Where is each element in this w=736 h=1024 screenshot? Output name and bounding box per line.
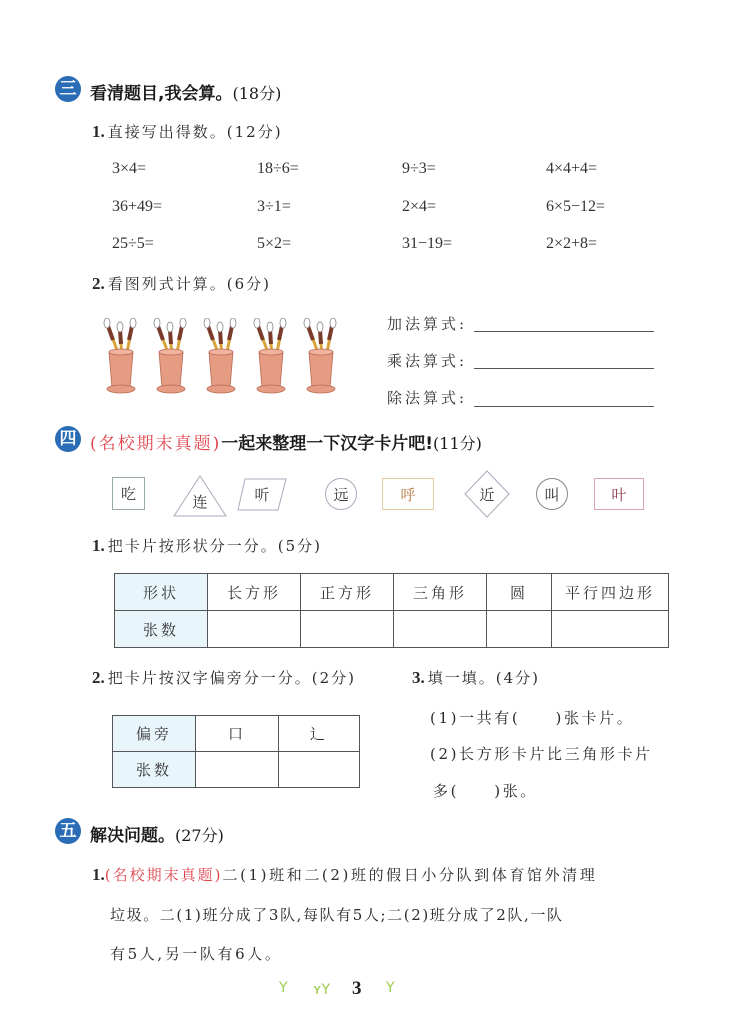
answer-cell[interactable] <box>301 611 394 648</box>
card-circle: 远 <box>325 478 357 510</box>
table-header: 平行四边形 <box>552 574 669 611</box>
brush-pots-illustration <box>100 318 360 396</box>
table-header: 三角形 <box>394 574 487 611</box>
question-4-2: 2. 把卡片按汉字偏旁分一分。(2分) <box>92 668 356 687</box>
equation: 4×4+4= <box>546 160 598 177</box>
answer-cell[interactable] <box>196 752 279 788</box>
division-formula-label: 除法算式: <box>387 389 468 407</box>
card-circle-2: 叫 <box>536 478 568 510</box>
fill-item-2: (2)长方形卡片比三角形卡片 <box>430 745 653 763</box>
section-title-3: 看清题目,我会算。(18分) <box>90 84 282 104</box>
sprout-icon: Y <box>279 980 288 996</box>
equation: 2×2+8= <box>546 235 598 252</box>
addition-answer-line[interactable] <box>474 331 654 332</box>
equation: 25÷5= <box>112 235 154 252</box>
equation: 2×4= <box>402 198 437 215</box>
section-badge-4: 四 <box>55 426 81 452</box>
multiplication-formula-label: 乘法算式: <box>387 352 468 370</box>
answer-cell[interactable] <box>552 611 669 648</box>
equation: 31−19= <box>402 235 453 252</box>
division-answer-line[interactable] <box>474 406 654 407</box>
question-4-3: 3. 填一填。(4分) <box>412 668 540 687</box>
problem-5-1-line-1: 1.(名校期末真题)二(1)班和二(2)班的假日小分队到体育馆外清理 <box>92 865 598 884</box>
section-badge-5: 五 <box>55 818 81 844</box>
fill-item-1: (1)一共有( )张卡片。 <box>430 709 635 727</box>
card-diamond-label: 近 <box>479 485 495 504</box>
table-header: 长方形 <box>208 574 301 611</box>
table-header: 形状 <box>115 574 208 611</box>
section-title-4: (名校期末真题)一起来整理一下汉字卡片吧!(11分) <box>90 434 482 454</box>
row-label: 张数 <box>113 752 196 788</box>
row-label: 张数 <box>115 611 208 648</box>
answer-cell[interactable] <box>279 752 360 788</box>
card-parallelogram-label: 听 <box>254 486 270 504</box>
equation: 5×2= <box>257 235 292 252</box>
card-rectangle: 呼 <box>382 478 434 510</box>
section-title-5: 解决问题。(27分) <box>90 826 224 846</box>
answer-cell[interactable] <box>394 611 487 648</box>
answer-cell[interactable] <box>208 611 301 648</box>
equation: 9÷3= <box>402 160 436 177</box>
card-rectangle-2: 叶 <box>594 478 644 510</box>
problem-5-1-line-2: 垃圾。二(1)班分成了3队,每队有5人;二(2)班分成了2队,一队 <box>110 906 564 924</box>
equation: 3×4= <box>112 160 147 177</box>
sprout-icon: Y <box>386 980 395 996</box>
question-3-1: 1. 直接写出得数。(12分) <box>92 122 283 141</box>
radical-count-table <box>112 715 360 788</box>
problem-5-1-line-3: 有5人,另一队有6人。 <box>110 945 283 963</box>
sprout-icon: ʏY <box>313 982 331 998</box>
page-number: 3 <box>352 978 362 999</box>
table-header: 辶 <box>279 716 360 752</box>
equation: 36+49= <box>112 198 163 215</box>
shape-count-table <box>114 573 669 648</box>
table-header: 口 <box>196 716 279 752</box>
table-header: 偏旁 <box>113 716 196 752</box>
card-square: 吃 <box>112 477 145 510</box>
table-header: 正方形 <box>301 574 394 611</box>
table-header: 圆 <box>487 574 552 611</box>
equation: 3÷1= <box>257 198 291 215</box>
fill-item-2-cont: 多( )张。 <box>433 782 538 800</box>
multiplication-answer-line[interactable] <box>474 368 654 369</box>
question-3-2: 2. 看图列式计算。(6分) <box>92 274 271 293</box>
addition-formula-label: 加法算式: <box>387 315 468 333</box>
question-4-1: 1. 把卡片按形状分一分。(5分) <box>92 536 322 555</box>
section-badge-3: 三 <box>55 76 81 102</box>
card-triangle-label: 连 <box>192 492 208 511</box>
equation: 18÷6= <box>257 160 299 177</box>
answer-cell[interactable] <box>487 611 552 648</box>
equation: 6×5−12= <box>546 198 606 215</box>
